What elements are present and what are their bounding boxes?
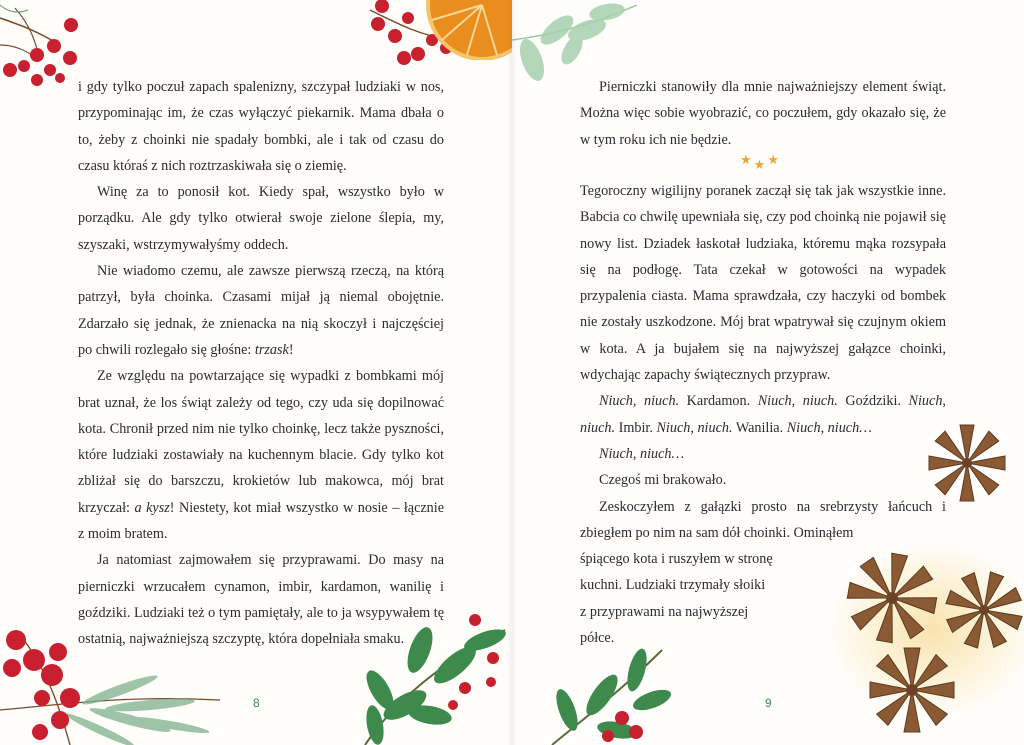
a-kysz-word: a kysz (134, 499, 170, 516)
orange-slice-icon (412, 0, 512, 60)
right-paragraph-missing: Czegoś mi brakowało. (599, 472, 727, 489)
left-paragraph-3-text: Nie wiadomo czemu, ale zawsze pierwszą rzeczą, na którą patrzył, była choinka. Czasami mijał ją niemal obojętnie. Zdarzało się jednak, że znienacka na nią skoczył i najczęściej po chwili rozlegało się głośne: (78, 263, 444, 358)
sniff-text: Niuch, niuch… (599, 445, 685, 462)
trzask-word: trzask (254, 341, 289, 358)
sniff-text: Niuch, niuch. (580, 393, 946, 436)
trzask-after: ! (288, 341, 294, 358)
spice-text: Imbir. (615, 419, 657, 436)
right-paragraph-sniff-last (580, 441, 946, 467)
left-paragraph-1: i gdy tylko poczuł zapach spalenizny, szczypał ludziaki w nos, przypominając im, że czas wyłączyć piekarnik. Mama dbała o to, żeby z choinki nie spadały bombki, ale i tak od czasu do czasu któraś z nich roztrzaskiwała się o ziemię. (78, 79, 444, 174)
right-page-body (580, 178, 946, 651)
berry-branch-icon (0, 0, 90, 100)
right-paragraph-main: Tegoroczny wigilijny poranek zaczął się tak jak wszystkie inne. Babcia co chwilę upewniała się, czy pod choinką nie pojawił się nowy list. Dziadek łaskotał ludziaka, któremu mąka rozsypała się na podłogę. Tata czekał w gotowości na wypadek przypalenia ciasta. Mama sprawdzała, czy haczyki od bombek nie zostały uszkodzone. Mój brat wpatrywał się czujnym okiem w kota. A ja bujałem się na najwyższej gałązce choinki, wdychając zapachy świątecznych przypraw. (580, 183, 946, 384)
left-paragraph-4-text: Ze względu na powtarzające się wypadki z bombkami mój brat uznał, że los świąt zależy od tego, czy uda się dopilnować kota. Chronił przed nim nie tylko choinkę, lecz także pyszności, które ludziaki zostawiały na kuchennym blacie. Gdy tylko kot zbliżał się do barszczu, krokietów lub makowca, mój brat krzyczał: (78, 368, 444, 516)
page-number-right: 9 (765, 696, 772, 710)
right-paragraph-jump-1: Zeskoczyłem z gałązki prosto na srebrzysty łańcuch i zbiegłem po nim na sam dół choinki. Ominąłem (580, 498, 946, 541)
left-page-body (78, 74, 444, 653)
sniff-text: Niuch, niuch. (656, 419, 733, 436)
star-icon: ★ (753, 158, 768, 173)
right-paragraph-sniff (580, 388, 946, 441)
sniff-text: Niuch, niuch. (757, 393, 838, 410)
sniff-text: Niuch, niuch… (786, 419, 872, 436)
section-divider-stars (740, 153, 790, 173)
right-paragraph-jump-3: kuchni. Ludziaki trzymały słoiki z przyprawami na najwyższej półce. (580, 577, 766, 647)
star-icon: ★ (740, 153, 754, 168)
right-paragraph-jump-2: śpiącego kota i ruszyłem w stronę (580, 551, 773, 568)
sniff-text: Niuch, niuch. (599, 393, 680, 410)
left-paragraph-2: Winę za to ponosił kot. Kiedy spał, wszystko było w porządku. Ale gdy tylko otwierał swoje zielone ślepia, my, szyszaki, wstrzymywałyśmy oddech. (78, 184, 444, 253)
book-gutter (506, 0, 518, 745)
spice-text: Wanilia. (732, 419, 787, 436)
a-kysz-after: ! Niestety, kot miał wszystko w nosie – łącznie z moim bratem. (78, 499, 444, 543)
right-intro-paragraph: Pierniczki stanowiły dla mnie najważniejszy element świąt. Można więc sobie wyobrazić, co poczułem, gdy okazało się, że w tym roku ich nie będzie. (580, 79, 946, 148)
holly-leaves-icon (542, 640, 702, 745)
star-anise-icon (862, 640, 962, 740)
left-paragraph-4 (78, 363, 444, 547)
left-paragraph-5: Ja natomiast zajmowałem się przyprawami. Do masy na pierniczki wrzucałem cynamon, imbir, kardamon, wanilię i goździki. Ludziaki też o tym pamiętały, ale to ja wsypywałem tę ostatnią, najważniejszą szczyptę, która dopełniała smaku. (78, 552, 444, 648)
right-page-intro (580, 74, 946, 153)
page-number-left: 8 (253, 696, 260, 710)
star-icon: ★ (767, 153, 781, 168)
left-paragraph-3 (78, 258, 444, 363)
spice-text: Kardamon. (679, 393, 758, 410)
spice-text: Goździki. (837, 393, 909, 410)
